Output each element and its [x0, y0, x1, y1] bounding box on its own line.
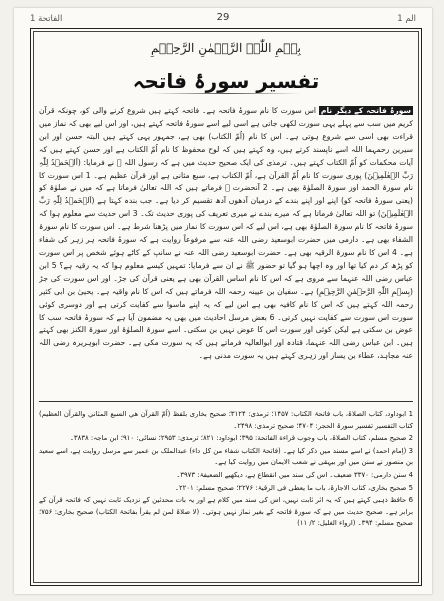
- paragraph: اس سورت کا نام سورۂ فاتحہ ہے۔ فاتحہ کہتے ہیں شروع کرنے والی کو، چونکہ قرآن کریم میں سب سے پہلے یہی سورت لکھی جاتی ہے اسی لیے اسے سورۂ فاتحہ کہتے ہیں، اور اس لیے بھی کہ نماز میں قراءت بھی اسی سے شروع ہوتی ہے۔ اس کا نام (اُمّ الکتاب) بھی ہے، جمہور یہی کہتے ہیں البتہ حسن اور ابن سیرین رحمہما اللہ اسے ناپسند کرتے ہیں، وہ کہتے ہیں کہ لوح محفوظ کا نام اُمّ الکتاب ہے اور حسن کہتے ہیں کہ آیات محکمات کو اُمّ الکتاب کہتے ہیں۔ ترمذی کی ایک صحیح حدیث میں ہے کہ رسول اللہ ﷺ نے فرمایا:: [39, 106, 413, 167]
- header-right: الم 1: [397, 14, 416, 24]
- paragraph: اس حدیث سے معلوم ہوا کہ سورۂ فاتحہ کا نام سورۃ الصلوٰۃ بھی ہے، اس لیے کہ اس سورت کا نماز میں پڑھنا شرط ہے۔ اس سورت کا نام سورۃ الشفاء بھی ہے۔ دارمی میں حضرت ابوسعید رضی اللہ عنہ سے مرفوعاً روایت ہے کہ سورۂ فاتحہ ہر زہر کی شفاء ہے۔ 4 اس کا نام سورۃ الرقیہ بھی ہے۔: [39, 209, 413, 257]
- chapter-title: تفسیر سورۂ فاتحہ: [132, 69, 320, 93]
- page-number: 29: [216, 12, 230, 23]
- footnote: 2 صحیح مسلم، کتاب الصلاۃ، باب وجوب قراءة الفاتحة: ۳۹۵؛ ابوداود: ۸۲۱؛ ترمذی: ۲۹۵۳؛ نسائی: ۹۱۰؛ ابن ماجہ: ۳۸۳۸۔: [69, 434, 413, 443]
- footnote: 4 سنن دارمی: ۳۳۷۰ ضعیف۔ اس کی سند میں انقطاع ہے، دیکھیے الضعیفۃ: ۳۹۷۳۔: [176, 470, 413, 479]
- book-page: [14, 8, 432, 594]
- footnotes: [39, 409, 413, 581]
- footnote: 6 حافظ ذہبی کہتے ہیں کہ یہ اثر ثابت نہیں، اس کی سند میں کلام ہے اور یہ بات محدثین کے نزدیک ثابت نہیں کہ فاتحہ قرآن کے برابر ہے۔ صحیح حدیث میں ہے کہ سورۂ فاتحہ کے بغیر نماز نہیں ہوتی۔ (لا صلاۃ لمن لم یقرأ بفاتحۃ الکتاب) صحیح بخاری: ۷۵۶؛ صحیح مسلم: ۳۹۴۔ (ارواء الغلیل: ۲/ ۱۱): [39, 496, 413, 528]
- paragraph: (اَلۡحَمۡدُ لِلّٰہِ رَبِّ الۡعٰلَمِیۡنَ) پوری سورت کا نام اُمّ القرآن ہے، اُمّ الکتاب ہے، سبع مثانی ہے اور قرآن عظیم ہے۔ 1 اس سورت کا نام سورۃ الحمد اور سورۃ الصلوٰۃ بھی ہے۔ 2 آنحضرت ﷺ فرماتے ہیں کہ اللہ تعالیٰ فرماتا ہے کہ میں نے صلوٰۃ کو (یعنی سورۂ فاتحہ کو) اپنے اور اپنے بندے کے درمیان آدھوں آدھ تقسیم کر دیا ہے۔ جب بندہ کہتا ہے (اَلۡحَمۡدُ لِلّٰہِ رَبِّ الۡعٰلَمِیۡنَ) تو اللہ تعالیٰ فرماتا ہے کہ میرے بندے نے میری تعریف کی پوری حدیث تک۔ 3: [39, 157, 413, 219]
- bismillah-calligraphy: بِسۡمِ اللّٰہِ الرَّحۡمٰنِ الرَّحِیۡمِ: [150, 41, 302, 55]
- section-heading-label: سورۂ فاتحہ کے دیگر نام: [320, 106, 411, 115]
- paragraph: حضرت ابوسعید رضی اللہ عنہ نے سانپ کے کاٹے ہوئے شخص پر اس سورت کو پڑھ کر دم کیا تھا اور وہ اچھا ہو گیا تو حضور ﷺ نے ان سے فرمایا: تمہیں کیسے معلوم ہوا کہ یہ رقیہ ہے؟ 5 ابن عباس رضی اللہ عنہما سے مروی ہے کہ اس کا نام اساس القرآن بھی ہے یعنی قرآن کی جڑ۔ اور اس سورت کی جڑ (بِسۡمِ اللّٰہِ الرَّحۡمٰنِ الرَّحِیۡمِ) ہے۔ سفیان بن عیینہ رحمہ اللہ فرماتے ہیں کہ اس کا نام واقیہ ہے۔ یحییٰ بن ابی کثیر رحمہ اللہ کہتے ہیں کہ اس کا نام کافیہ بھی ہے اس لیے کہ یہ اپنے ماسوا سے کفایت کرتی ہے اور دوسری کوئی سورت اس سورت سے کفایت نہیں کرتی۔ 6 بعض مرسل احادیث میں بھی یہ مضمون آیا ہے کہ سورۂ فاتحہ سب کا عوض بن سکتی ہے لیکن کوئی اور سورت اس کا عوض نہیں بن سکتی۔ اسے سورۃ الصلوٰۃ اور سورۃ الکنز بھی کہتے ہیں۔ ابن عباس رضی اللہ عنہما، قتادہ اور ابوالعالیہ فرماتے ہیں کہ یہ سورت مکی ہے۔ حضرت ابوہریرہ رضی اللہ عنہ مجاہد، عطاء بن یسار اور زہری کہتے ہیں یہ سورت مدنی ہے۔: [39, 247, 413, 361]
- main-text: [39, 105, 413, 395]
- footnote: 1 ابوداود، کتاب الصلاۃ، باب فاتحۃ الکتاب: ۱۴۵۷؛ ترمذی: ۳۱۲۴؛ صحیح بخاری بلفظ (اُمّ القرآن هي السبع المثاني والقرآن العظيم) کتاب التفسیر تفسیر سورۃ الحجر: ۴۷۰۴؛ صحیح ترمذی: ۲۴۹۸۔: [39, 410, 413, 430]
- title-underline: [151, 93, 301, 94]
- footnote: 3 (اِمام احمد) نے اسے مسند میں ذکر کیا ہے۔ (فاتحۃ الکتاب شفاء من کل داء) عبدالملک بن عمیر سے مرسل روایت ہے، اسے سعید بن منصور نے سنن میں اور بیہقی نے شعب الایمان میں روایت کیا ہے۔: [39, 446, 413, 467]
- page-border: [30, 28, 422, 586]
- running-header: [30, 12, 416, 26]
- footnote-separator: [39, 401, 413, 402]
- header-left: الفاتحة 1: [30, 14, 63, 24]
- footnote: 5 صحیح بخاری، کتاب الاجارۃ، باب ما یعطی فی الرقیۃ: ۲۲۷۶؛ صحیح مسلم: ۲۲۰۱۔: [174, 483, 413, 492]
